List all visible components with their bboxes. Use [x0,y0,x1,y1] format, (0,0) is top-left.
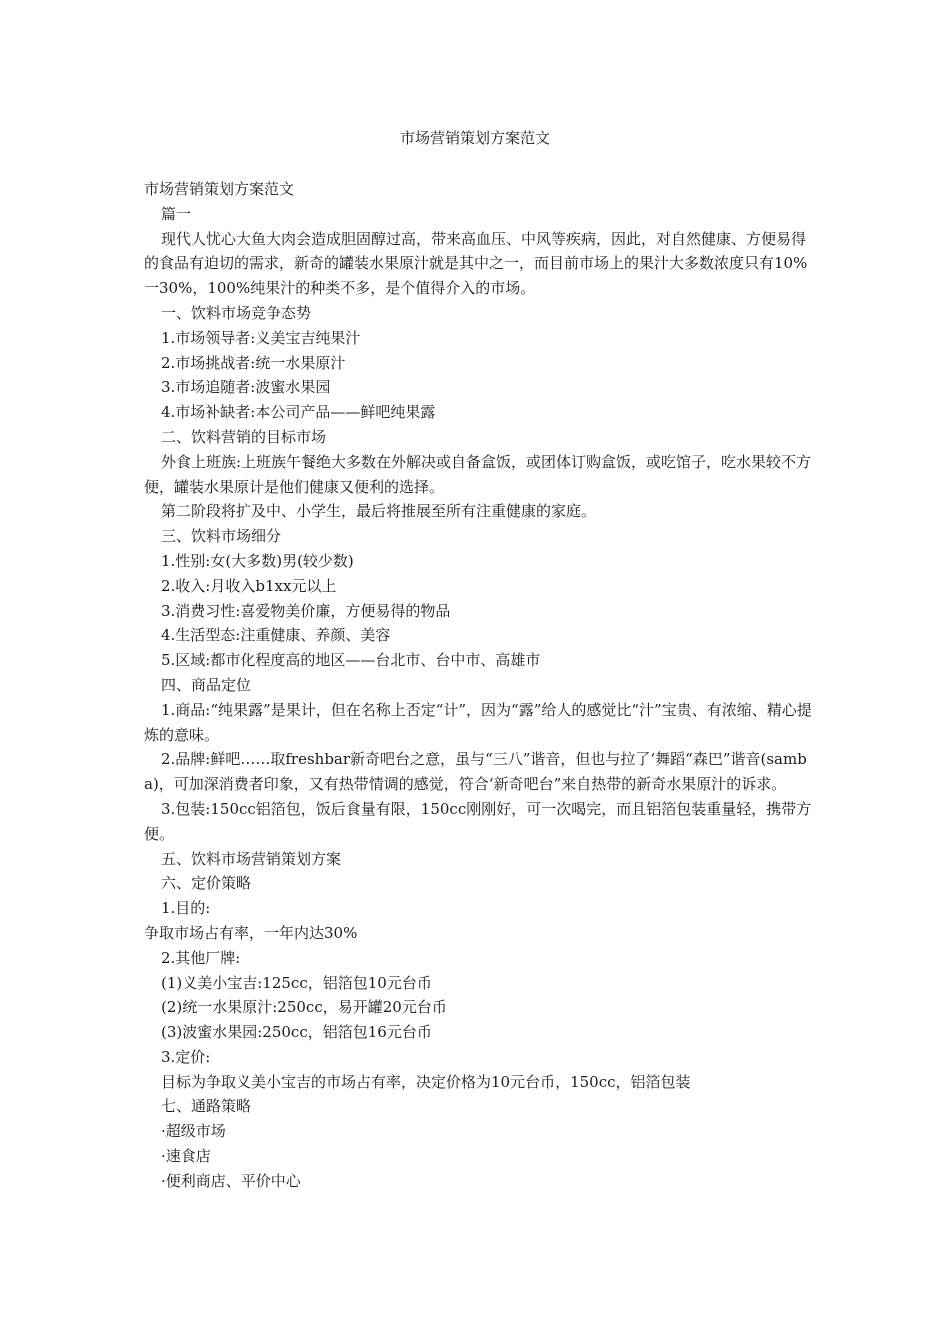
paragraph: 1.市场领导者:义美宝吉纯果汁 [161,328,361,347]
paragraph: 4.市场补缺者:本公司产品——鲜吧纯果露 [161,403,436,422]
paragraph: 1.目的: [161,899,211,918]
paragraph: 2.品牌:鲜吧……取freshbar新奇吧台之意，虽与“三八”谐音，但也与拉了‘舞蹈“森巴”谐音(samba)，可加深消费者印象，又有热带情调的感觉，符合‘新奇吧台”来自热带的新奇水果原汁的诉求。 [144,750,807,794]
paragraph: ·速食店 [161,1147,211,1166]
paragraph: 四、商品定位 [161,675,252,694]
paragraph: 争取市场占有率，一年内达30% [144,923,358,942]
paragraph: 2.其他厂牌: [161,948,241,967]
paragraph: 目标为争取义美小宝吉的市场占有率，决定价格为10元台币，150cc，铝箔包装 [161,1072,691,1091]
paragraph: 3.包装:150cc铝箔包，饭后食量有限，150cc刚刚好，可一次喝完，而且铝箔包装重量轻，携带方便。 [144,799,812,843]
document-title: 市场营销策划方案范文 [399,129,550,147]
paragraph: (1)义美小宝吉:125cc，铝箔包10元台币 [161,973,432,992]
paragraph: ·便利商店、平价中心 [161,1171,301,1190]
paragraph: 二、饮料营销的目标市场 [161,427,327,446]
document-body [144,177,812,1194]
paragraph: 三、饮料市场细分 [161,527,282,546]
paragraph: 4.生活型态:注重健康、养颜、美容 [161,626,391,645]
paragraph: (3)波蜜水果园:250cc，铝箔包16元台币 [161,1023,432,1042]
paragraph: 篇一 [161,204,192,223]
paragraph: 外食上班族:上班族午餐绝大多数在外解决或自备盒饭，或团体订购盒饭，或吃馆子，吃水果较不方便，罐装水果原计是他们健康又便利的选择。 [144,452,812,496]
paragraph: 2.市场挑战者:统一水果原汁 [161,353,346,372]
paragraph: 五、饮料市场营销策划方案 [161,849,342,868]
paragraph: 七、通路策略 [161,1097,252,1116]
paragraph: 3.定价: [161,1047,211,1066]
paragraph: 5.区域:都市化程度高的地区——台北市、台中市、高雄市 [161,651,541,670]
paragraph: 1.商品:“纯果露”是果计，但在名称上否定“计”，因为“露”给人的感觉比“汁”宝贵、有浓缩、精心提炼的意味。 [144,700,812,744]
paragraph: 3.市场追随者:波蜜水果园 [161,378,331,397]
paragraph: ·超级市场 [161,1122,226,1141]
paragraph: 市场营销策划方案范文 [144,180,295,198]
paragraph: 1.性别:女(大多数)男(较少数) [161,551,354,570]
paragraph: 3.消费习性:喜爱物美价廉，方便易得的物品 [161,601,451,620]
paragraph: 六、定价策略 [161,874,252,893]
paragraph: 2.收入:月收入b1xx元以上 [161,576,337,595]
paragraph: 一、饮料市场竞争态势 [161,303,312,322]
paragraph: 第二阶段将扩及中、小学生，最后将推展至所有注重健康的家庭。 [161,502,597,521]
paragraph: 现代人忧心大鱼大肉会造成胆固醇过高，带来高血压、中风等疾病，因此，对自然健康、方便易得的食品有迫切的需求，新奇的罐装水果原汁就是其中之一，而目前市场上的果汁大多数浓度只有10%一30%，100%纯果汁的种类不多，是个值得介入的市场。 [144,229,808,298]
paragraph: (2)统一水果原汁:250cc，易开罐20元台币 [161,998,447,1017]
